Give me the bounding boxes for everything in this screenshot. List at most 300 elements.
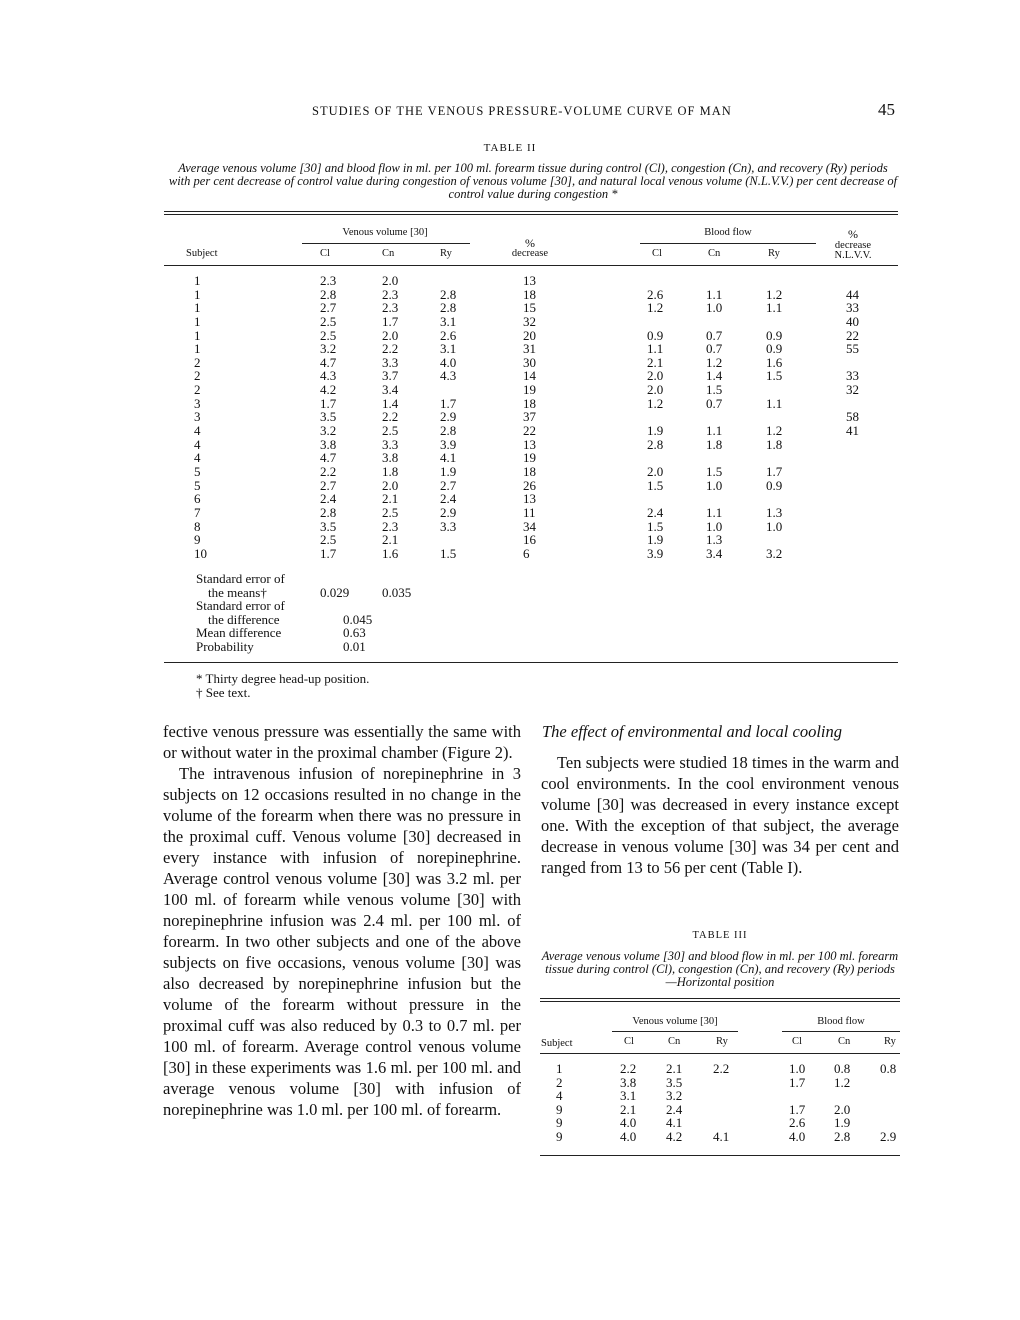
table-cell: 2.7	[440, 477, 457, 493]
table-cell	[706, 492, 736, 506]
table-cell	[647, 315, 677, 329]
table-cell: 2.0	[382, 327, 399, 343]
table-cell	[647, 451, 677, 465]
table-cell	[880, 1116, 910, 1130]
table-cell: 2.3	[382, 300, 399, 316]
table-cell: 26	[523, 477, 536, 493]
table-cell: 1.1	[647, 341, 664, 357]
table-cell: 1.5	[706, 382, 723, 398]
table-cell: 2.5	[382, 504, 399, 520]
table-cell: 4	[556, 1088, 563, 1103]
table-cell: 1	[556, 1061, 563, 1076]
table-cell	[766, 274, 796, 288]
table-cell: 58	[846, 409, 859, 425]
table2-bry-header: Ry	[768, 248, 780, 259]
table-cell	[440, 533, 470, 547]
table3-bcn-header: Cn	[838, 1036, 851, 1047]
table-cell: 2.6	[440, 327, 457, 343]
table-cell: 4.7	[320, 450, 337, 466]
table-cell: 1.0	[706, 518, 723, 534]
table3-subject-header: Subject	[541, 1038, 573, 1049]
table3-ry-header: Ry	[716, 1036, 728, 1047]
table-cell: 2.7	[320, 300, 337, 316]
table-cell: 4.1	[666, 1115, 683, 1130]
table-cell: 3.7	[382, 368, 399, 384]
table-cell: 8	[194, 518, 201, 534]
table3-col-venous-cl	[620, 1062, 650, 1143]
table2-cn-header: Cn	[382, 248, 395, 259]
table-cell: 4.3	[440, 368, 457, 384]
table-cell	[846, 397, 876, 411]
table-cell: 1.1	[706, 423, 723, 439]
table-cell: 18	[523, 286, 536, 302]
mean-diff-value: 0.63	[343, 625, 366, 640]
table-cell: 13	[523, 273, 536, 288]
table-cell: 3.4	[382, 382, 399, 398]
table-cell: 9	[556, 1115, 563, 1130]
table-cell: 1.9	[647, 423, 664, 439]
table-cell: 3.5	[666, 1074, 683, 1090]
table-cell: 2.3	[382, 286, 399, 302]
table-cell: 7	[194, 504, 201, 520]
table-cell: 1.2	[834, 1074, 851, 1090]
table-cell: 2	[556, 1074, 563, 1090]
mean-diff-label: Mean difference	[196, 625, 282, 640]
table-cell: 3.4	[706, 545, 723, 561]
table-cell: 2.1	[666, 1061, 683, 1076]
table-cell: 1.2	[766, 286, 783, 302]
table-cell: 0.9	[766, 327, 783, 343]
table-cell: 1	[194, 327, 201, 343]
table-cell: 1.0	[789, 1061, 806, 1076]
table-cell: 2.6	[789, 1115, 806, 1130]
table-cell: 33	[846, 300, 859, 316]
table-cell: 1	[194, 273, 201, 288]
table2-top-rule	[164, 211, 898, 212]
table2-bcl-header: Cl	[652, 248, 662, 259]
table-cell: 5	[194, 477, 201, 493]
table-cell: 4.0	[620, 1115, 637, 1130]
probability-label: Probability	[196, 638, 254, 654]
table2-ry-header: Ry	[440, 248, 452, 259]
table-cell: 16	[523, 532, 536, 548]
table-cell: 6	[523, 545, 530, 561]
table-cell	[846, 274, 876, 288]
table-cell: 2.9	[440, 504, 457, 520]
table-cell: 1.1	[766, 300, 783, 316]
table-cell: 1.5	[647, 477, 664, 493]
table-cell: 1.7	[382, 313, 399, 329]
table-cell: 4.1	[440, 450, 457, 466]
table-cell: 1.4	[382, 395, 399, 411]
table2-col-subject	[194, 274, 218, 560]
table-cell: 3.2	[320, 423, 337, 439]
se-means-label-1: Standard error of	[196, 571, 285, 586]
table3-cl-header: Cl	[624, 1036, 634, 1047]
table-cell: 1.7	[789, 1074, 806, 1090]
table-cell	[713, 1089, 743, 1103]
table-cell: 1.5	[766, 368, 783, 384]
table-cell: 2.2	[620, 1061, 637, 1076]
table-cell: 2.4	[647, 504, 664, 520]
table-cell: 3.1	[620, 1088, 637, 1103]
table2-col-venous-cl	[320, 274, 350, 560]
se-means-label-2: the means†	[208, 584, 267, 600]
table-cell: 1.0	[706, 477, 723, 493]
table-cell: 4.2	[666, 1128, 683, 1144]
table-cell: 2.4	[666, 1101, 683, 1117]
table2-caption: Average venous volume [30] and blood flow in ml. per 100 ml. forearm tissue during control (Cl), congestion (Cn), and recovery (Ry) periods with per cent decrease of control value during congestion of venous volume [30], and natural local venous volume (N.L.V.V.) per cent decrease of control value during congestion *	[168, 161, 898, 201]
table-cell: 1	[194, 313, 201, 329]
table2-col-nlvv	[846, 274, 876, 438]
table-cell: 2.0	[382, 477, 399, 493]
table-cell: 1.7	[440, 395, 457, 411]
table-cell: 1.7	[766, 463, 783, 479]
table-cell: 2.2	[382, 409, 399, 425]
table-cell: 1.9	[440, 463, 457, 479]
table-cell: 2.4	[440, 491, 457, 507]
table2-subject-header: Subject	[186, 248, 218, 259]
table-cell: 4.0	[440, 354, 457, 370]
table-cell: 2.1	[647, 354, 664, 370]
table2-stats-labels	[196, 572, 326, 653]
table-cell	[766, 533, 796, 547]
table-cell: 3.1	[440, 341, 457, 357]
table2-group-blood-rule	[640, 243, 816, 244]
table-cell: 3.5	[320, 518, 337, 534]
table-cell: 3.8	[382, 450, 399, 466]
table-cell: 2.8	[440, 300, 457, 316]
table-cell: 0.9	[766, 477, 783, 493]
table-cell: 2.1	[382, 532, 399, 548]
table2-title: TABLE II	[483, 142, 537, 154]
table-cell: 2.5	[382, 423, 399, 439]
table-cell	[647, 410, 677, 424]
table-cell	[766, 410, 796, 424]
table-cell: 2	[194, 354, 201, 370]
table-cell: 4	[194, 450, 201, 466]
table-cell: 2.8	[834, 1128, 851, 1144]
table-cell: 9	[556, 1101, 563, 1117]
table-cell: 22	[846, 327, 859, 343]
se-diff-label-2: the difference	[208, 611, 280, 627]
table-cell	[766, 451, 796, 465]
table-cell: 55	[846, 341, 859, 357]
table-cell: 1.9	[647, 532, 664, 548]
table-cell: 1.7	[320, 545, 337, 561]
table-cell: 15	[523, 300, 536, 316]
table-cell: 0.7	[706, 341, 723, 357]
right-column-text	[541, 752, 899, 878]
table-cell: 3.5	[320, 409, 337, 425]
table3-bottom-rule	[540, 1155, 900, 1156]
table-cell: 4.2	[320, 382, 337, 398]
table-cell: 4.0	[620, 1128, 637, 1144]
right-paragraph-1: Ten subjects were studied 18 times in the warm and cool environments. In the cool environment venous volume [30] was decreased in every instance except one. With the exception of that subject, the average decrease in venous volume [30] was 34 per cent and ranged from 13 to 56 per cent (Table I).	[541, 753, 899, 877]
table-cell: 2.2	[713, 1061, 730, 1076]
table-cell: 1.2	[647, 395, 664, 411]
table3-bcl-header: Cl	[792, 1036, 802, 1047]
table-cell: 2.8	[440, 286, 457, 302]
table-cell: 1.5	[440, 545, 457, 561]
table-cell: 1.3	[766, 504, 783, 520]
table-cell: 1.0	[766, 518, 783, 534]
table2-nlvv-header-1: decrease	[834, 240, 872, 251]
left-paragraph-2: The intravenous infusion of norepinephrine in 3 subjects on 12 occasions resulted in no change in the volume of the forearm when there was no pressure in the proximal cuff. Venous volume [30] decreased in every instance with infusion of norepinephrine. Average control venous volume [30] was 3.2 ml. per 100 ml. of forearm while venous volume [30] with norepinephrine infusion was 2.4 ml. per 100 ml. of forearm. In two other subjects and one of the above subjects on five occasions, venous volume [30] was also decreased by norepinephrine infusion but the volume of the forearm without pressure in the proximal cuff was also reduced by 0.3 to 0.7 ml. per 100 ml. of forearm. Average control venous volume [30] in these experiments was 1.6 ml. per 100 ml. and average venous volume [30] with infusion of norepinephrine was 1.0 ml. per 100 ml. of forearm.	[163, 764, 521, 1119]
table-cell: 2.8	[440, 423, 457, 439]
table-cell: 1.6	[382, 545, 399, 561]
table3-group-blood-rule	[782, 1031, 900, 1032]
se-diff-label-1: Standard error of	[196, 598, 285, 613]
footnote-2: † See text.	[196, 685, 251, 700]
table-cell: 3.9	[647, 545, 664, 561]
table2-cl-header: Cl	[320, 248, 330, 259]
table-cell: 1.8	[766, 436, 783, 452]
table2-group-venous: Venous volume [30]	[342, 227, 428, 238]
table-cell: 44	[846, 286, 859, 302]
table-cell	[789, 1089, 819, 1103]
table-cell: 1.5	[706, 463, 723, 479]
table-cell: 2.8	[320, 504, 337, 520]
table-cell: 3.3	[440, 518, 457, 534]
table-cell: 2	[194, 368, 201, 384]
table-cell: 3.1	[440, 313, 457, 329]
table-cell: 22	[523, 423, 536, 439]
table-cell: 11	[523, 504, 536, 520]
table-cell: 13	[523, 491, 536, 507]
table-cell: 1.2	[706, 354, 723, 370]
table-cell: 2.4	[320, 491, 337, 507]
table2-header-rule	[164, 265, 898, 266]
table-cell: 1.7	[320, 395, 337, 411]
table-cell: 3.3	[382, 354, 399, 370]
table-cell: 5	[194, 463, 201, 479]
table-cell: 3	[194, 395, 201, 411]
table-cell: 2.3	[320, 273, 337, 288]
table3-top-rule	[540, 998, 900, 999]
table3-col-blood-cl	[789, 1062, 819, 1143]
table-cell: 3.2	[766, 545, 783, 561]
table-cell: 3.8	[320, 436, 337, 452]
table-cell: 0.9	[647, 327, 664, 343]
table-cell	[440, 383, 470, 397]
table-cell	[706, 274, 736, 288]
table-cell: 0.8	[834, 1061, 851, 1076]
table-cell: 2.0	[647, 463, 664, 479]
table3-group-venous-rule	[612, 1031, 738, 1032]
table-cell	[706, 451, 736, 465]
footnote-1: * Thirty degree head-up position.	[196, 671, 370, 686]
table3-title: TABLE III	[692, 930, 748, 941]
table3-caption: Average venous volume [30] and blood flow in ml. per 100 ml. forearm tissue during control (Cl), congestion (Cn), and recovery (Ry) periods—Horizontal position	[541, 949, 899, 989]
table-cell: 1	[194, 300, 201, 316]
table-cell: 2.8	[320, 286, 337, 302]
table-cell: 3	[194, 409, 201, 425]
table-cell: 2.5	[320, 313, 337, 329]
table-cell: 0.8	[880, 1061, 897, 1076]
table-cell	[713, 1103, 743, 1117]
table-cell: 4.0	[789, 1128, 806, 1144]
se-diff-value: 0.045	[343, 612, 373, 627]
table-cell	[713, 1116, 743, 1130]
table-cell: 2.9	[880, 1128, 897, 1144]
table-cell: 1.4	[706, 368, 723, 384]
table-cell: 4	[194, 423, 201, 439]
table3-top-rule-2	[540, 1001, 900, 1002]
table-cell: 1.2	[647, 300, 664, 316]
table2-col-blood-ry	[766, 274, 796, 560]
se-means-cl-value: 0.029	[320, 585, 350, 600]
table-cell: 2.3	[382, 518, 399, 534]
table-cell: 19	[523, 382, 536, 398]
table-cell: 1.9	[834, 1115, 851, 1130]
table2-col-pct-decrease	[523, 274, 553, 560]
table3-header-rule	[540, 1053, 900, 1054]
table-cell: 1.6	[766, 354, 783, 370]
table-cell: 4	[194, 436, 201, 452]
table3-bry-header: Ry	[884, 1036, 896, 1047]
table-cell: 18	[523, 463, 536, 479]
table2-pct-symbol: %	[525, 236, 535, 250]
table2-top-rule-2	[164, 214, 898, 215]
table-cell: 3.2	[320, 341, 337, 357]
table2-col-blood-cl	[647, 274, 677, 560]
left-column-text	[163, 721, 521, 1120]
table-cell	[766, 383, 796, 397]
table2-bcn-header: Cn	[708, 248, 721, 259]
table2-bottom-rule	[164, 662, 898, 663]
table-cell: 20	[523, 327, 536, 343]
table-cell: 2.1	[382, 491, 399, 507]
table-cell: 4.1	[713, 1128, 730, 1144]
table-cell: 0.7	[706, 327, 723, 343]
table-cell: 18	[523, 395, 536, 411]
table3-group-blood: Blood flow	[817, 1016, 865, 1027]
table-cell	[766, 315, 796, 329]
table-cell: 34	[523, 518, 536, 534]
table2-col-blood-cn	[706, 274, 736, 560]
table-cell: 32	[846, 382, 859, 398]
table-cell: 1	[194, 341, 201, 357]
table-cell: 1.5	[647, 518, 664, 534]
se-means-ry-value: 0.035	[382, 585, 412, 600]
table3-cn-header: Cn	[668, 1036, 681, 1047]
table-cell	[834, 1089, 864, 1103]
table-cell: 0.7	[706, 395, 723, 411]
table-cell	[846, 356, 876, 370]
table-cell	[880, 1103, 910, 1117]
table-cell: 1.8	[706, 436, 723, 452]
table-cell: 2.2	[320, 463, 337, 479]
table-cell: 2.0	[647, 382, 664, 398]
table-cell: 2.7	[320, 477, 337, 493]
table-cell: 2.2	[382, 341, 399, 357]
table-cell	[880, 1076, 910, 1090]
table-cell: 2.9	[440, 409, 457, 425]
table2-nlvv-pct: %	[848, 227, 858, 241]
table-cell: 9	[556, 1128, 563, 1144]
table-cell	[713, 1076, 743, 1090]
table-cell	[647, 492, 677, 506]
table-cell: 1.2	[766, 423, 783, 439]
left-paragraph-1: fective venous pressure was essentially the same with or without water in the proximal chamber (Figure 2).	[163, 722, 521, 762]
table-cell: 40	[846, 313, 859, 329]
probability-value: 0.01	[343, 639, 366, 654]
table-cell: 1.3	[706, 532, 723, 548]
table-cell: 19	[523, 450, 536, 466]
page-number: 45	[878, 100, 895, 119]
table-cell: 1	[194, 286, 201, 302]
table2-group-blood: Blood flow	[704, 227, 752, 238]
table-cell: 2.1	[620, 1101, 637, 1117]
table-cell: 1.8	[382, 463, 399, 479]
table-cell: 0.9	[766, 341, 783, 357]
table-cell: 33	[846, 368, 859, 384]
table-cell: 31	[523, 341, 536, 357]
table-cell: 1.7	[789, 1101, 806, 1117]
table-cell: 3.3	[382, 436, 399, 452]
table-cell: 1.1	[706, 286, 723, 302]
table3-group-venous: Venous volume [30]	[632, 1016, 718, 1027]
table3-col-venous-cn	[666, 1062, 696, 1143]
table2-pct-header: decrease	[511, 248, 549, 259]
table-cell	[440, 274, 470, 288]
table-cell: 6	[194, 491, 201, 507]
table-cell: 3.9	[440, 436, 457, 452]
table-cell: 41	[846, 423, 859, 439]
table-cell: 4.7	[320, 354, 337, 370]
table-cell	[766, 492, 796, 506]
table-cell	[706, 315, 736, 329]
table-cell: 2.6	[647, 286, 664, 302]
table-cell: 2.0	[382, 273, 399, 288]
table-cell	[647, 274, 677, 288]
table-cell	[880, 1089, 910, 1103]
table-cell: 4.3	[320, 368, 337, 384]
table-cell: 2.0	[834, 1101, 851, 1117]
table-cell: 2.8	[647, 436, 664, 452]
table3-col-blood-cn	[834, 1062, 864, 1143]
table-cell: 3.2	[666, 1088, 683, 1103]
table-cell: 2.5	[320, 327, 337, 343]
table2-col-venous-cn	[382, 274, 412, 560]
running-title: STUDIES OF THE VENOUS PRESSURE-VOLUME CURVE OF MAN	[312, 104, 732, 118]
table2-group-venous-rule	[302, 243, 470, 244]
table-cell: 1.0	[706, 300, 723, 316]
table-cell: 3.8	[620, 1074, 637, 1090]
table-cell: 37	[523, 409, 536, 425]
table-cell: 1.1	[706, 504, 723, 520]
table3-col-subject	[556, 1062, 576, 1143]
table-cell: 2	[194, 382, 201, 398]
section-heading: The effect of environmental and local cooling	[542, 722, 842, 741]
table2-footnotes	[196, 672, 369, 700]
table-cell: 30	[523, 354, 536, 370]
table2-nlvv-header-2: N.L.V.V.	[834, 250, 872, 261]
table-cell: 9	[194, 532, 201, 548]
table-cell: 2.0	[647, 368, 664, 384]
table-cell	[706, 410, 736, 424]
table2-col-venous-ry	[440, 274, 470, 560]
table3-col-venous-ry	[713, 1062, 743, 1143]
table-cell: 10	[194, 545, 207, 561]
table-cell: 14	[523, 368, 536, 384]
table3-col-blood-ry	[880, 1062, 910, 1143]
table-cell: 1.1	[766, 395, 783, 411]
table-cell: 13	[523, 436, 536, 452]
table-cell: 32	[523, 313, 536, 329]
table-cell: 2.5	[320, 532, 337, 548]
